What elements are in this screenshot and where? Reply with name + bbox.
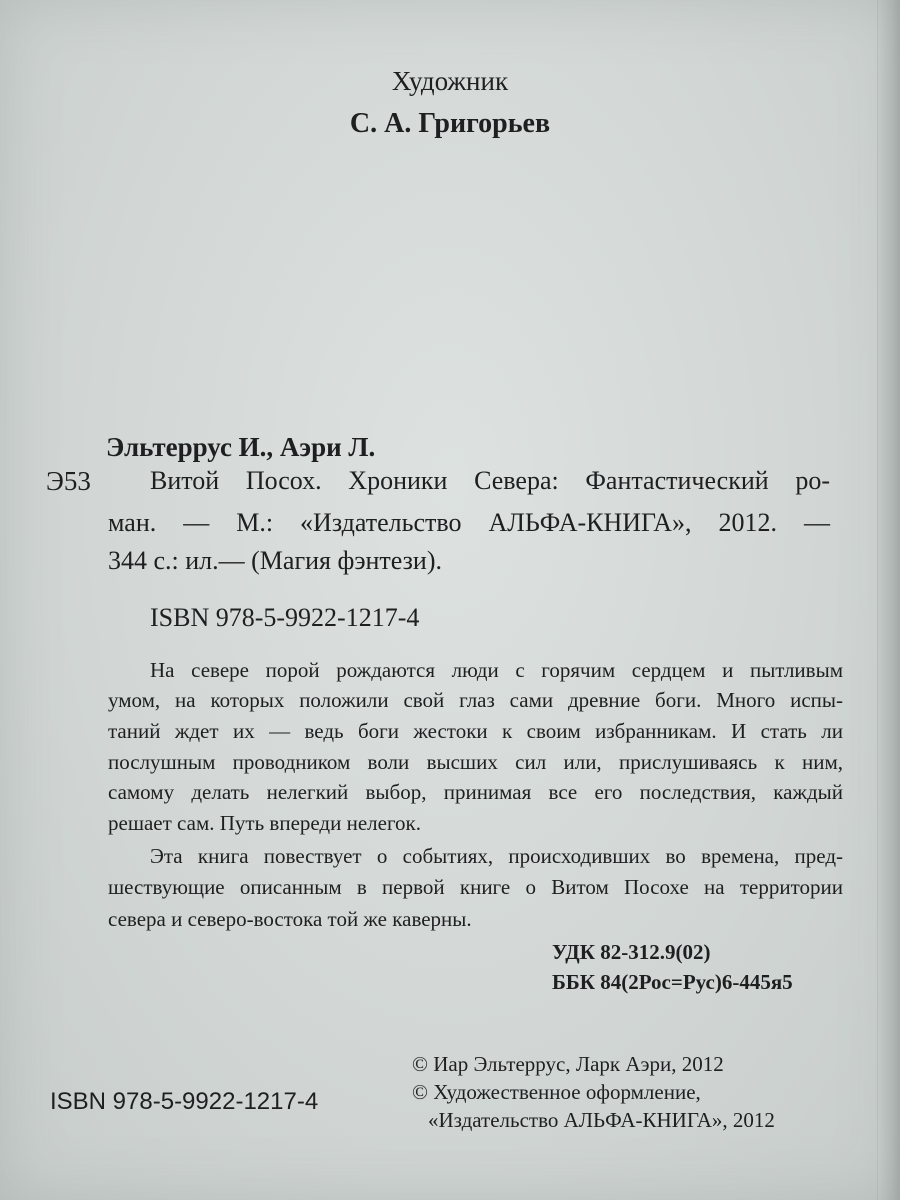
annotation-line: На севере порой рождаются люди с горячим сердцем и пытливым (150, 658, 843, 682)
artist-name: С. А. Григорьев (349, 108, 551, 139)
annotation-line: умом, на которых положили свой глаз сами древние боги. Много испы- (108, 688, 843, 712)
annotation-line: Эта книга повествует о событиях, происходивших во времена, пред- (150, 844, 843, 868)
catalog-code: Э53 (46, 466, 91, 496)
copyright-line: © Художественное оформление, (412, 1080, 701, 1104)
artist-label: Художник (391, 66, 509, 96)
bbk-code: ББК 84(2Рос=Рус)6-445я5 (552, 970, 793, 994)
annotation-line: послушным проводником воли высших сил или, прислушиваясь к ним, (108, 750, 843, 774)
bibliographic-line: ман. — М.: «Издательство АЛЬФА-КНИГА», 2012. — (108, 508, 830, 537)
page-edge (877, 0, 900, 1200)
copyright-line: «Издательство АЛЬФА-КНИГА», 2012 (428, 1108, 775, 1132)
annotation-line: самому делать нелегкий выбор, принимая все его последствия, каждый (108, 780, 843, 804)
annotation-line: таний ждет их — ведь боги жестоки к своим избранникам. И стать ли (108, 719, 843, 743)
copyright-line: © Иар Эльтеррус, Ларк Аэри, 2012 (412, 1052, 724, 1076)
annotation-line: решает сам. Путь впереди нелегок. (108, 811, 422, 835)
udk-code: УДК 82-312.9(02) (552, 940, 711, 964)
isbn-main: ISBN 978-5-9922-1217-4 (150, 603, 420, 632)
bibliographic-line: Витой Посох. Хроники Севера: Фантастический ро- (150, 466, 830, 495)
annotation-line: севера и северо-востока той же каверны. (108, 907, 472, 931)
annotation-line: шествующие описанным в первой книге о Витом Посохе на территории (108, 875, 843, 899)
author-line: Эльтеррус И., Аэри Л. (106, 432, 376, 462)
isbn-bottom: ISBN 978-5-9922-1217-4 (50, 1088, 319, 1115)
bibliographic-line: 344 с.: ил.— (Магия фэнтези). (108, 546, 442, 575)
